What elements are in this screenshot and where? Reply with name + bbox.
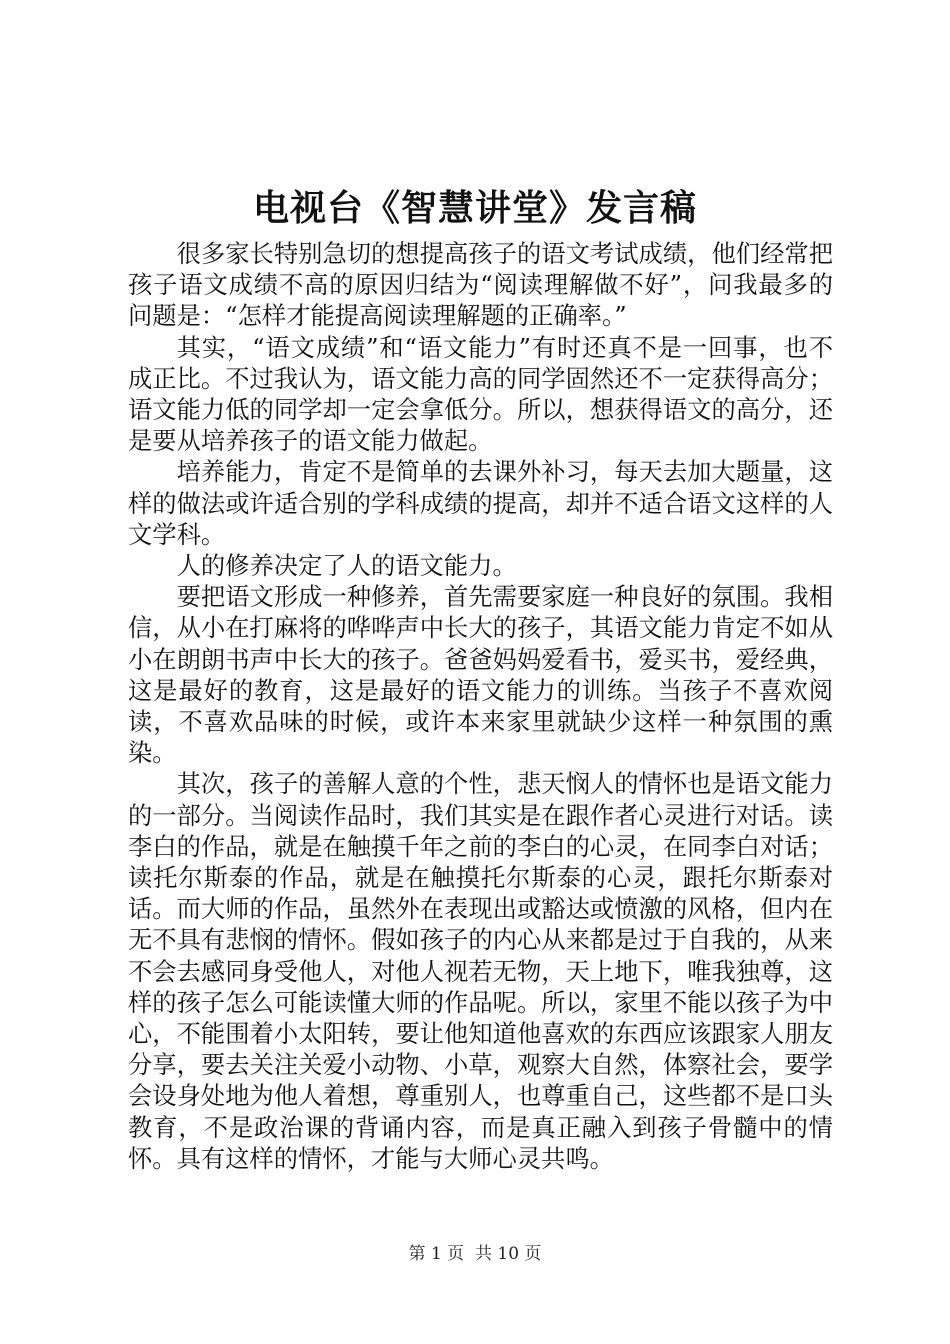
document-title: 电视台《智慧讲堂》发言稿 — [252, 187, 697, 229]
paragraph-5: 要把语文形成一种修养，首先需要家庭一种良好的氛围。我相信，从小在打麻将的哗哗声中长大的孩子，其语文能力肯定不如从小在朗朗书声中长大的孩子。爸爸妈妈爱看书，爱买书，爱经典，这是最好的教育，这是最好的语文能力的训练。当孩子不喜欢阅读，不喜欢品味的时候，或许本来家里就缺少这样一种氛围的熏染。 — [128, 582, 833, 768]
paragraph-4: 人的修养决定了人的语文能力。 — [176, 551, 517, 581]
paragraph-3: 培养能力，肯定不是简单的去课外补习，每天去加大题量，这样的做法或许适合别的学科成绩的提高，却并不适合语文这样的人文学科。 — [128, 457, 833, 549]
page-total: 共 10 页 — [474, 1244, 542, 1264]
paragraph-6: 其次，孩子的善解人意的个性，悲天悯人的情怀也是语文能力的一部分。当阅读作品时，我们其实是在跟作者心灵进行对话。读李白的作品，就是在触摸千年之前的李白的心灵，在同李白对话；读托尔斯泰的作品，就是在触摸托尔斯泰的心灵，跟托尔斯泰对话。而大师的作品，虽然外在表现出或豁达或愤激的风格，但内在无不具有悲悯的情怀。假如孩子的内心从来都是过于自我的，从来不会去感同身受他人，对他人视若无物，天上地下，唯我独尊，这样的孩子怎么可能读懂大师的作品呢。所以，家里不能以孩子为中心，不能围着小太阳转，要让他知道他喜欢的东西应该跟家人朋友分享，要去关注关爱小动物、小草，观察大自然，体察社会，要学会设身处地为他人着想，尊重别人，也尊重自己，这些都不是口头教育，不是政治课的背诵内容，而是真正融入到孩子骨髓中的情怀。具有这样的情怀，才能与大师心灵共鸣。 — [128, 769, 833, 1173]
page-number: 第 1 页 — [408, 1244, 465, 1264]
page-footer — [0, 1243, 950, 1265]
paragraph-1: 很多家长特别急切的想提高孩子的语文考试成绩，他们经常把孩子语文成绩不高的原因归结为“阅读理解做不好”，问我最多的问题是：“怎样才能提高阅读理解题的正确率。” — [128, 239, 833, 331]
footer-separator — [464, 1244, 475, 1264]
document-body — [128, 238, 833, 1174]
paragraph-2: 其实，“语文成绩”和“语文能力”有时还真不是一回事，也不成正比。不过我认为，语文能力高的同学固然还不一定获得高分；语文能力低的同学却一定会拿低分。所以，想获得语文的高分，还是要从培养孩子的语文能力做起。 — [128, 332, 833, 456]
